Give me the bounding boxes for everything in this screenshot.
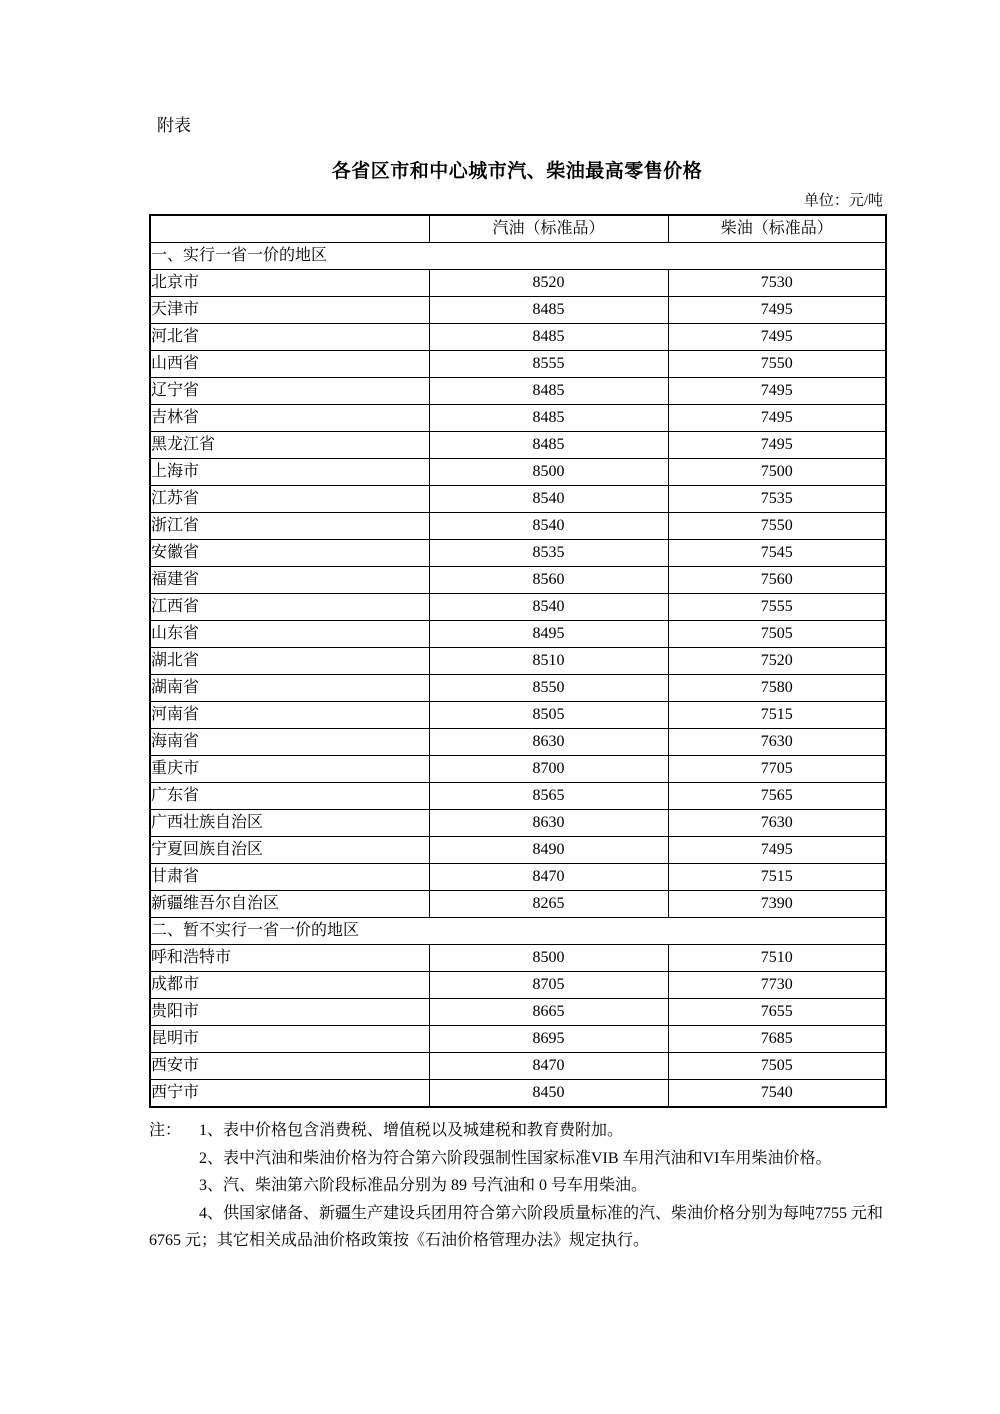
table-row	[150, 891, 886, 918]
section-label: 一、实行一省一价的地区	[150, 243, 886, 270]
table-row	[150, 783, 886, 810]
region-name: 海南省	[150, 729, 429, 756]
region-name: 天津市	[150, 297, 429, 324]
gasoline-price: 8500	[429, 459, 668, 486]
table-row	[150, 459, 886, 486]
table-row	[150, 432, 886, 459]
gasoline-price: 8630	[429, 729, 668, 756]
diesel-price: 7655	[668, 999, 886, 1026]
table-row	[150, 594, 886, 621]
diesel-price: 7500	[668, 459, 886, 486]
region-name: 上海市	[150, 459, 429, 486]
diesel-price: 7495	[668, 378, 886, 405]
region-name: 河北省	[150, 324, 429, 351]
region-name: 浙江省	[150, 513, 429, 540]
region-name: 河南省	[150, 702, 429, 729]
column-header-gasoline: 汽油（标准品）	[429, 215, 668, 243]
region-name: 广东省	[150, 783, 429, 810]
region-name: 福建省	[150, 567, 429, 594]
table-header-row	[150, 215, 886, 243]
diesel-price: 7530	[668, 270, 886, 297]
diesel-price: 7540	[668, 1080, 886, 1108]
gasoline-price: 8555	[429, 351, 668, 378]
gasoline-price: 8560	[429, 567, 668, 594]
gasoline-price: 8510	[429, 648, 668, 675]
region-name: 广西壮族自治区	[150, 810, 429, 837]
region-name: 安徽省	[150, 540, 429, 567]
region-name: 辽宁省	[150, 378, 429, 405]
gasoline-price: 8565	[429, 783, 668, 810]
gasoline-price: 8695	[429, 1026, 668, 1053]
table-row	[150, 837, 886, 864]
region-name: 山东省	[150, 621, 429, 648]
diesel-price: 7510	[668, 945, 886, 972]
gasoline-price: 8500	[429, 945, 668, 972]
diesel-price: 7545	[668, 540, 886, 567]
diesel-price: 7565	[668, 783, 886, 810]
diesel-price: 7630	[668, 810, 886, 837]
diesel-price: 7495	[668, 432, 886, 459]
table-row	[150, 324, 886, 351]
gasoline-price: 8485	[429, 378, 668, 405]
region-name: 江西省	[150, 594, 429, 621]
table-row	[150, 675, 886, 702]
note-item-4: 4、供国家储备、新疆生产建设兵团用符合第六阶段质量标准的汽、柴油价格分别为每吨7755 元和 6765 元；其它相关成品油价格政策按《石油价格管理办法》规定执行。	[149, 1204, 884, 1249]
table-row	[150, 972, 886, 999]
gasoline-price: 8540	[429, 486, 668, 513]
gasoline-price: 8490	[429, 837, 668, 864]
diesel-price: 7705	[668, 756, 886, 783]
table-row	[150, 351, 886, 378]
region-name: 甘肃省	[150, 864, 429, 891]
table-row	[150, 378, 886, 405]
diesel-price: 7535	[668, 486, 886, 513]
diesel-price: 7505	[668, 1053, 886, 1080]
region-name: 江苏省	[150, 486, 429, 513]
section-header-row	[150, 243, 886, 270]
gasoline-price: 8550	[429, 675, 668, 702]
table-row	[150, 999, 886, 1026]
diesel-price: 7550	[668, 513, 886, 540]
region-name: 黑龙江省	[150, 432, 429, 459]
notes-section	[149, 1117, 885, 1255]
diesel-price: 7495	[668, 405, 886, 432]
gasoline-price: 8505	[429, 702, 668, 729]
notes-label: 注：	[149, 1122, 182, 1139]
diesel-price: 7685	[668, 1026, 886, 1053]
table-row	[150, 513, 886, 540]
diesel-price: 7560	[668, 567, 886, 594]
gasoline-price: 8495	[429, 621, 668, 648]
section-label: 二、暂不实行一省一价的地区	[150, 918, 886, 945]
region-name: 北京市	[150, 270, 429, 297]
table-row	[150, 945, 886, 972]
diesel-price: 7505	[668, 621, 886, 648]
fuel-price-table	[149, 214, 887, 1108]
note-text-1: 1、表中价格包含消费税、增值税以及城建税和教育费附加。	[199, 1122, 624, 1139]
table-row	[150, 567, 886, 594]
diesel-price: 7495	[668, 837, 886, 864]
table-row	[150, 1026, 886, 1053]
region-name: 昆明市	[150, 1026, 429, 1053]
region-name: 山西省	[150, 351, 429, 378]
table-row	[150, 405, 886, 432]
appendix-label: 附表	[157, 116, 191, 135]
gasoline-price: 8700	[429, 756, 668, 783]
region-name: 呼和浩特市	[150, 945, 429, 972]
region-name: 贵阳市	[150, 999, 429, 1026]
diesel-price: 7550	[668, 351, 886, 378]
gasoline-price: 8265	[429, 891, 668, 918]
region-name: 宁夏回族自治区	[150, 837, 429, 864]
gasoline-price: 8485	[429, 297, 668, 324]
table-row	[150, 810, 886, 837]
diesel-price: 7630	[668, 729, 886, 756]
gasoline-price: 8485	[429, 405, 668, 432]
gasoline-price: 8665	[429, 999, 668, 1026]
note-item-3: 3、汽、柴油第六阶段标准品分别为 89 号汽油和 0 号车用柴油。	[199, 1177, 648, 1194]
document-content	[149, 114, 885, 1255]
note-item-1	[149, 1117, 885, 1145]
gasoline-price: 8705	[429, 972, 668, 999]
region-name: 湖北省	[150, 648, 429, 675]
diesel-price: 7495	[668, 324, 886, 351]
gasoline-price: 8520	[429, 270, 668, 297]
table-row	[150, 540, 886, 567]
table-row	[150, 702, 886, 729]
note-item-2: 2、表中汽油和柴油价格为符合第六阶段强制性国家标准VIB 车用汽油和VI车用柴油价格。	[199, 1149, 832, 1167]
table-row	[150, 486, 886, 513]
diesel-price: 7515	[668, 702, 886, 729]
diesel-price: 7555	[668, 594, 886, 621]
region-name: 西宁市	[150, 1080, 429, 1108]
region-name: 西安市	[150, 1053, 429, 1080]
table-row	[150, 756, 886, 783]
gasoline-price: 8470	[429, 1053, 668, 1080]
gasoline-price: 8485	[429, 432, 668, 459]
gasoline-price: 8535	[429, 540, 668, 567]
table-row	[150, 270, 886, 297]
diesel-price: 7580	[668, 675, 886, 702]
section-header-row	[150, 918, 886, 945]
table-row	[150, 297, 886, 324]
gasoline-price: 8450	[429, 1080, 668, 1108]
table-row	[150, 864, 886, 891]
unit-label: 单位：元/吨	[803, 193, 883, 209]
column-header-diesel: 柴油（标准品）	[668, 215, 886, 243]
table-row	[150, 1080, 886, 1108]
gasoline-price: 8540	[429, 594, 668, 621]
gasoline-price: 8540	[429, 513, 668, 540]
region-name: 重庆市	[150, 756, 429, 783]
diesel-price: 7520	[668, 648, 886, 675]
region-name: 吉林省	[150, 405, 429, 432]
diesel-price: 7495	[668, 297, 886, 324]
region-name: 成都市	[150, 972, 429, 999]
region-name: 新疆维吾尔自治区	[150, 891, 429, 918]
gasoline-price: 8630	[429, 810, 668, 837]
diesel-price: 7515	[668, 864, 886, 891]
region-name: 湖南省	[150, 675, 429, 702]
diesel-price: 7730	[668, 972, 886, 999]
table-row	[150, 1053, 886, 1080]
gasoline-price: 8470	[429, 864, 668, 891]
gasoline-price: 8485	[429, 324, 668, 351]
table-row	[150, 648, 886, 675]
table-row	[150, 621, 886, 648]
column-header-region	[150, 215, 429, 243]
diesel-price: 7390	[668, 891, 886, 918]
page-title: 各省区市和中心城市汽、柴油最高零售价格	[331, 161, 703, 182]
table-row	[150, 729, 886, 756]
